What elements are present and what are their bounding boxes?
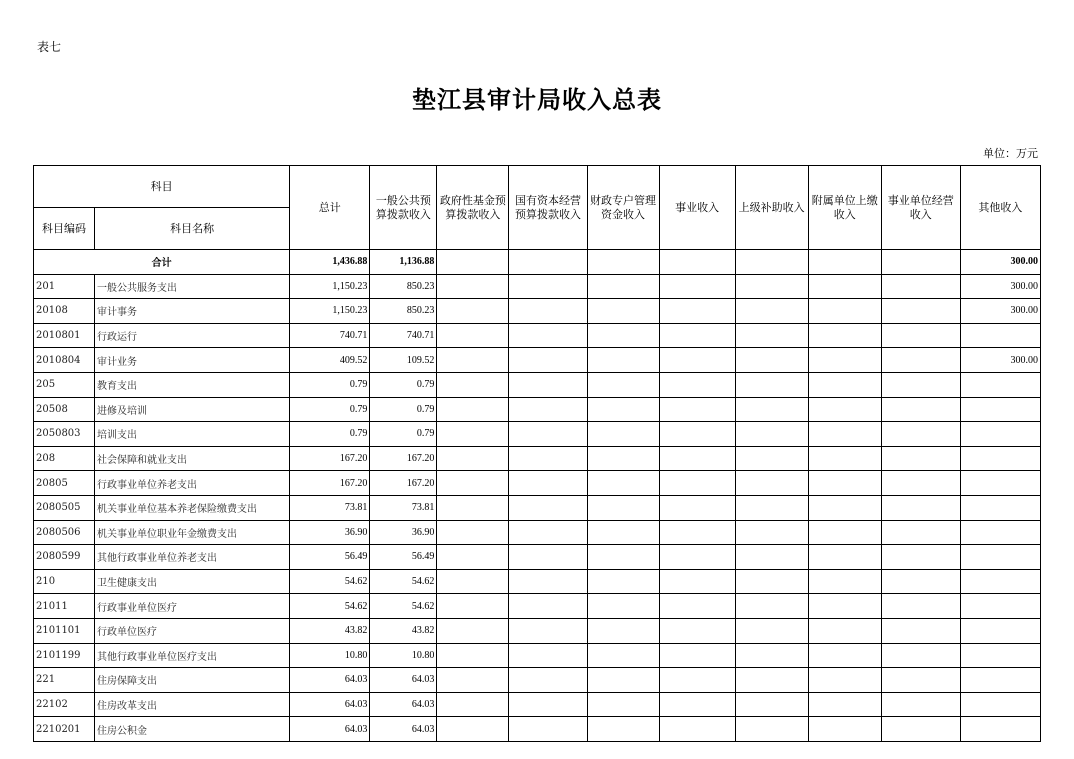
row-total: 167.20 [290, 471, 370, 496]
row-name: 住房保障支出 [95, 668, 290, 693]
empty-cell [509, 569, 587, 594]
row-code: 208 [34, 446, 95, 471]
revenue-table [33, 165, 1041, 742]
empty-cell [808, 372, 881, 397]
empty-cell [437, 348, 509, 373]
empty-cell [735, 446, 808, 471]
row-code: 201 [34, 274, 95, 299]
row-other-income [960, 692, 1040, 717]
empty-cell [808, 471, 881, 496]
header-gov-fund: 政府性基金预算拨款收入 [437, 166, 509, 250]
empty-cell [659, 692, 735, 717]
row-general-budget: 36.90 [370, 520, 437, 545]
table-row [34, 299, 1041, 324]
empty-cell [808, 348, 881, 373]
empty-cell [735, 520, 808, 545]
row-other-income [960, 397, 1040, 422]
header-code: 科目编码 [34, 208, 95, 250]
row-other-income [960, 717, 1040, 742]
row-code: 20508 [34, 397, 95, 422]
row-general-budget: 64.03 [370, 717, 437, 742]
row-name: 其他行政事业单位养老支出 [95, 545, 290, 570]
row-other-income [960, 323, 1040, 348]
empty-cell [659, 643, 735, 668]
empty-cell [437, 422, 509, 447]
empty-cell [587, 520, 659, 545]
empty-cell [587, 250, 659, 275]
empty-cell [659, 397, 735, 422]
row-general-budget: 0.79 [370, 422, 437, 447]
row-name: 卫生健康支出 [95, 569, 290, 594]
empty-cell [881, 323, 960, 348]
empty-cell [587, 471, 659, 496]
empty-cell [437, 250, 509, 275]
row-total: 409.52 [290, 348, 370, 373]
empty-cell [509, 692, 587, 717]
row-general-budget: 850.23 [370, 299, 437, 324]
row-other-income [960, 643, 1040, 668]
table-row [34, 274, 1041, 299]
table-row [34, 348, 1041, 373]
empty-cell [881, 422, 960, 447]
header-operating-income: 事业单位经营收入 [881, 166, 960, 250]
empty-cell [881, 520, 960, 545]
empty-cell [659, 372, 735, 397]
empty-cell [881, 594, 960, 619]
empty-cell [587, 717, 659, 742]
empty-cell [808, 717, 881, 742]
empty-cell [881, 643, 960, 668]
empty-cell [735, 692, 808, 717]
total-label: 合计 [34, 250, 290, 275]
row-code: 20805 [34, 471, 95, 496]
empty-cell [808, 520, 881, 545]
empty-cell [735, 643, 808, 668]
table-row [34, 717, 1041, 742]
row-name: 住房公积金 [95, 717, 290, 742]
header-subject: 科目 [34, 166, 290, 208]
row-code: 2080599 [34, 545, 95, 570]
empty-cell [881, 692, 960, 717]
empty-cell [509, 495, 587, 520]
empty-cell [437, 520, 509, 545]
empty-cell [509, 422, 587, 447]
empty-cell [735, 323, 808, 348]
empty-cell [437, 372, 509, 397]
empty-cell [509, 348, 587, 373]
row-total: 0.79 [290, 397, 370, 422]
table-number: 表七 [37, 40, 62, 54]
total-general-budget: 1,136.88 [370, 250, 437, 275]
row-general-budget: 73.81 [370, 495, 437, 520]
empty-cell [735, 348, 808, 373]
unit-label: 单位：万元 [983, 147, 1038, 160]
empty-cell [587, 323, 659, 348]
empty-cell [587, 397, 659, 422]
row-code: 2010804 [34, 348, 95, 373]
row-other-income [960, 668, 1040, 693]
row-total: 56.49 [290, 545, 370, 570]
empty-cell [509, 372, 587, 397]
row-name: 社会保障和就业支出 [95, 446, 290, 471]
row-other-income [960, 545, 1040, 570]
empty-cell [659, 594, 735, 619]
empty-cell [659, 250, 735, 275]
table-row [34, 569, 1041, 594]
empty-cell [808, 643, 881, 668]
table-row [34, 323, 1041, 348]
row-code: 2010801 [34, 323, 95, 348]
empty-cell [735, 471, 808, 496]
empty-cell [808, 323, 881, 348]
empty-cell [659, 495, 735, 520]
row-total: 0.79 [290, 422, 370, 447]
row-general-budget: 167.20 [370, 446, 437, 471]
empty-cell [587, 569, 659, 594]
empty-cell [735, 618, 808, 643]
empty-cell [659, 446, 735, 471]
row-total: 64.03 [290, 717, 370, 742]
empty-cell [437, 643, 509, 668]
table-row [34, 643, 1041, 668]
row-other-income [960, 569, 1040, 594]
empty-cell [881, 299, 960, 324]
empty-cell [881, 495, 960, 520]
empty-cell [509, 717, 587, 742]
table-row [34, 397, 1041, 422]
empty-cell [881, 471, 960, 496]
empty-cell [437, 274, 509, 299]
row-name: 住房改革支出 [95, 692, 290, 717]
empty-cell [735, 250, 808, 275]
empty-cell [509, 643, 587, 668]
table-row [34, 471, 1041, 496]
row-other-income [960, 446, 1040, 471]
empty-cell [437, 569, 509, 594]
row-other-income: 300.00 [960, 299, 1040, 324]
empty-cell [587, 495, 659, 520]
row-code: 21011 [34, 594, 95, 619]
empty-cell [587, 348, 659, 373]
empty-cell [881, 545, 960, 570]
empty-cell [587, 692, 659, 717]
table-row [34, 618, 1041, 643]
empty-cell [735, 569, 808, 594]
row-total: 36.90 [290, 520, 370, 545]
empty-cell [659, 668, 735, 693]
row-name: 行政单位医疗 [95, 618, 290, 643]
table-row [34, 545, 1041, 570]
empty-cell [509, 397, 587, 422]
empty-cell [509, 545, 587, 570]
empty-cell [808, 668, 881, 693]
row-general-budget: 10.80 [370, 643, 437, 668]
row-name: 教育支出 [95, 372, 290, 397]
empty-cell [881, 250, 960, 275]
row-total: 64.03 [290, 668, 370, 693]
empty-cell [437, 545, 509, 570]
empty-cell [437, 446, 509, 471]
header-state-capital: 国有资本经营预算拨款收入 [509, 166, 587, 250]
empty-cell [509, 299, 587, 324]
row-other-income [960, 471, 1040, 496]
page-title: 垫江县审计局收入总表 [412, 85, 662, 114]
empty-cell [659, 618, 735, 643]
empty-cell [587, 372, 659, 397]
empty-cell [587, 594, 659, 619]
row-code: 221 [34, 668, 95, 693]
empty-cell [659, 299, 735, 324]
row-other-income: 300.00 [960, 348, 1040, 373]
row-total: 43.82 [290, 618, 370, 643]
empty-cell [735, 594, 808, 619]
empty-cell [437, 495, 509, 520]
row-other-income [960, 372, 1040, 397]
empty-cell [587, 643, 659, 668]
empty-cell [808, 545, 881, 570]
empty-cell [437, 618, 509, 643]
row-name: 审计业务 [95, 348, 290, 373]
row-code: 2050803 [34, 422, 95, 447]
empty-cell [881, 397, 960, 422]
row-name: 机关事业单位职业年金缴费支出 [95, 520, 290, 545]
empty-cell [509, 594, 587, 619]
row-total: 54.62 [290, 594, 370, 619]
row-code: 22102 [34, 692, 95, 717]
row-general-budget: 740.71 [370, 323, 437, 348]
row-total: 1,150.23 [290, 274, 370, 299]
row-name: 行政运行 [95, 323, 290, 348]
row-general-budget: 850.23 [370, 274, 437, 299]
empty-cell [437, 397, 509, 422]
header-superior-subsidy: 上级补助收入 [735, 166, 808, 250]
empty-cell [509, 520, 587, 545]
row-name: 机关事业单位基本养老保险缴费支出 [95, 495, 290, 520]
empty-cell [808, 495, 881, 520]
row-name: 行政事业单位养老支出 [95, 471, 290, 496]
empty-cell [659, 717, 735, 742]
row-code: 20108 [34, 299, 95, 324]
empty-cell [659, 569, 735, 594]
empty-cell [437, 323, 509, 348]
header-total: 总计 [290, 166, 370, 250]
empty-cell [735, 495, 808, 520]
empty-cell [509, 668, 587, 693]
row-general-budget: 64.03 [370, 692, 437, 717]
row-total: 64.03 [290, 692, 370, 717]
empty-cell [509, 323, 587, 348]
row-total: 0.79 [290, 372, 370, 397]
empty-cell [437, 692, 509, 717]
empty-cell [659, 323, 735, 348]
empty-cell [437, 668, 509, 693]
empty-cell [587, 422, 659, 447]
empty-cell [587, 618, 659, 643]
row-other-income [960, 618, 1040, 643]
table-row [34, 495, 1041, 520]
empty-cell [437, 471, 509, 496]
row-name: 进修及培训 [95, 397, 290, 422]
row-code: 210 [34, 569, 95, 594]
row-name: 行政事业单位医疗 [95, 594, 290, 619]
empty-cell [659, 422, 735, 447]
total-total: 1,436.88 [290, 250, 370, 275]
empty-cell [808, 618, 881, 643]
row-general-budget: 64.03 [370, 668, 437, 693]
empty-cell [437, 717, 509, 742]
empty-cell [735, 274, 808, 299]
row-total: 10.80 [290, 643, 370, 668]
row-name: 审计事务 [95, 299, 290, 324]
row-other-income [960, 520, 1040, 545]
row-general-budget: 56.49 [370, 545, 437, 570]
row-total: 73.81 [290, 495, 370, 520]
table-row [34, 692, 1041, 717]
empty-cell [659, 545, 735, 570]
empty-cell [509, 446, 587, 471]
row-name: 培训支出 [95, 422, 290, 447]
empty-cell [587, 668, 659, 693]
empty-cell [659, 348, 735, 373]
empty-cell [509, 471, 587, 496]
empty-cell [509, 618, 587, 643]
empty-cell [808, 569, 881, 594]
row-total: 1,150.23 [290, 299, 370, 324]
table-row [34, 422, 1041, 447]
table-row [34, 520, 1041, 545]
row-other-income [960, 422, 1040, 447]
empty-cell [808, 274, 881, 299]
header-affiliated-income: 附属单位上缴收入 [808, 166, 881, 250]
table-row [34, 446, 1041, 471]
row-code: 205 [34, 372, 95, 397]
header-other-income: 其他收入 [960, 166, 1040, 250]
empty-cell [587, 545, 659, 570]
empty-cell [735, 397, 808, 422]
empty-cell [735, 422, 808, 447]
empty-cell [808, 299, 881, 324]
row-total: 740.71 [290, 323, 370, 348]
empty-cell [735, 668, 808, 693]
empty-cell [881, 569, 960, 594]
empty-cell [881, 446, 960, 471]
row-code: 2101101 [34, 618, 95, 643]
header-name: 科目名称 [95, 208, 290, 250]
empty-cell [881, 274, 960, 299]
row-name: 一般公共服务支出 [95, 274, 290, 299]
row-other-income [960, 594, 1040, 619]
header-fiscal-special: 财政专户管理资金收入 [587, 166, 659, 250]
empty-cell [808, 594, 881, 619]
header-general-budget: 一般公共预算拨款收入 [370, 166, 437, 250]
row-general-budget: 43.82 [370, 618, 437, 643]
header-business-income: 事业收入 [659, 166, 735, 250]
empty-cell [881, 372, 960, 397]
empty-cell [659, 274, 735, 299]
empty-cell [437, 299, 509, 324]
row-code: 2080505 [34, 495, 95, 520]
empty-cell [509, 250, 587, 275]
row-general-budget: 0.79 [370, 397, 437, 422]
row-code: 2080506 [34, 520, 95, 545]
row-other-income: 300.00 [960, 274, 1040, 299]
row-other-income [960, 495, 1040, 520]
empty-cell [808, 397, 881, 422]
empty-cell [659, 471, 735, 496]
empty-cell [881, 717, 960, 742]
row-total: 167.20 [290, 446, 370, 471]
empty-cell [735, 545, 808, 570]
empty-cell [808, 422, 881, 447]
row-general-budget: 0.79 [370, 372, 437, 397]
empty-cell [587, 446, 659, 471]
row-code: 2210201 [34, 717, 95, 742]
empty-cell [509, 274, 587, 299]
empty-cell [735, 717, 808, 742]
empty-cell [587, 274, 659, 299]
empty-cell [735, 299, 808, 324]
empty-cell [659, 520, 735, 545]
empty-cell [437, 594, 509, 619]
row-total: 54.62 [290, 569, 370, 594]
empty-cell [881, 668, 960, 693]
row-name: 其他行政事业单位医疗支出 [95, 643, 290, 668]
empty-cell [735, 372, 808, 397]
row-general-budget: 109.52 [370, 348, 437, 373]
empty-cell [808, 692, 881, 717]
total-other-income: 300.00 [960, 250, 1040, 275]
table-row [34, 372, 1041, 397]
row-general-budget: 167.20 [370, 471, 437, 496]
header-row-1 [34, 166, 1041, 208]
table-row [34, 594, 1041, 619]
row-code: 2101199 [34, 643, 95, 668]
empty-cell [808, 446, 881, 471]
row-general-budget: 54.62 [370, 594, 437, 619]
empty-cell [881, 618, 960, 643]
empty-cell [587, 299, 659, 324]
empty-cell [881, 348, 960, 373]
empty-cell [808, 250, 881, 275]
table-row [34, 668, 1041, 693]
row-general-budget: 54.62 [370, 569, 437, 594]
total-row [34, 250, 1041, 275]
